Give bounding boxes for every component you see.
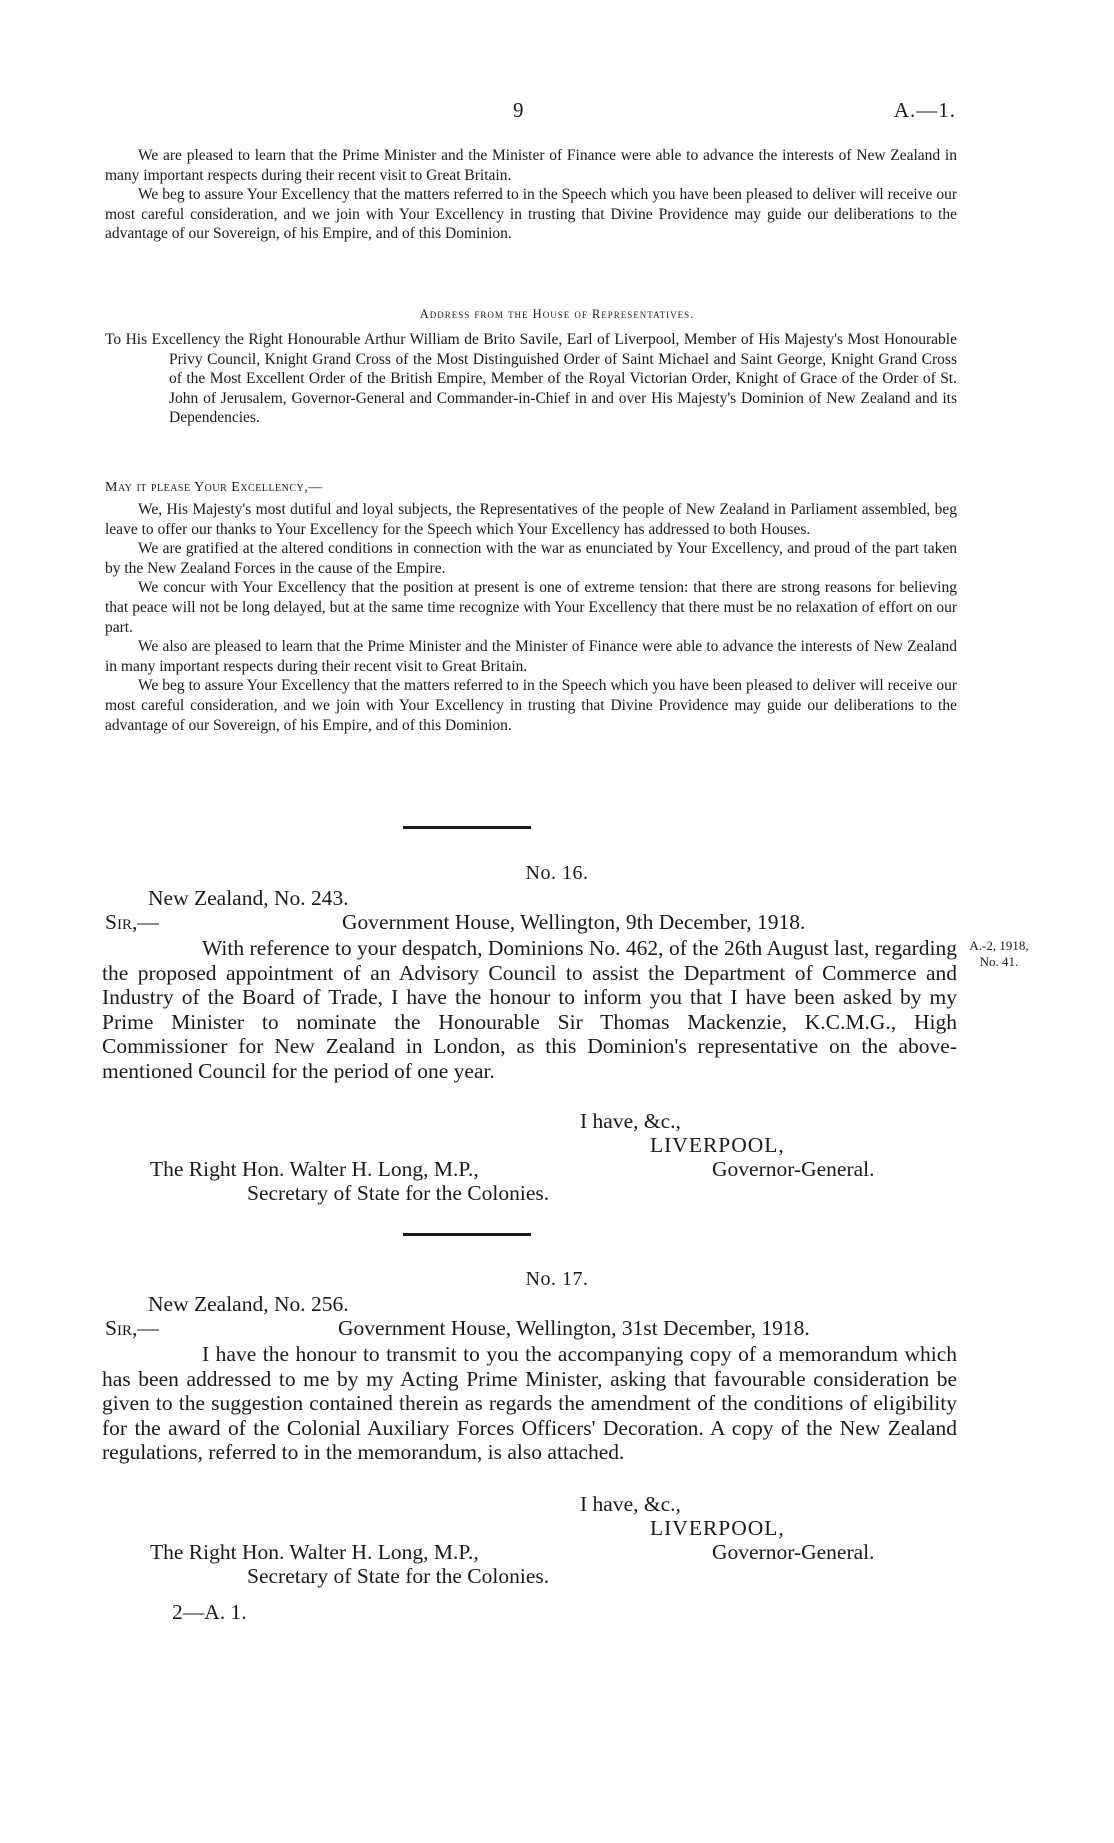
address-to [105,330,957,428]
series-code: A.—1. [893,98,956,122]
closing: I have, &c., [580,1109,681,1133]
signature: LIVERPOOL, [650,1516,785,1540]
signature-title: Governor-General. [712,1540,875,1564]
salutation: Sir,— [105,1316,159,1340]
paragraph: We are gratified at the altered conditions in connection with the war as enunciated by Your Excellency, and proud of the part taken by the New Zealand Forces in the cause of the Empire. [105,540,957,577]
paragraph: We concur with Your Excellency that the position at present is one of extreme tension: that there are strong reasons for believing that peace will not be long delayed, but at the same time recognize with Your Excellency that there must be no relaxation of effort on our part. [105,579,957,636]
addressee-title: Secretary of State for the Colonies. [247,1564,550,1588]
margin-note-line: A.-2, 1918, [969,938,1029,953]
paragraph: We are pleased to learn that the Prime Minister and the Minister of Finance were able to advance the interests of New Zealand in many important respects during their recent visit to Great Britain. [105,147,957,184]
page-number: 9 [513,98,524,122]
section-divider [403,826,531,829]
paragraph: We beg to assure Your Excellency that the matters referred to in the Speech which you have been pleased to deliver will receive our most careful consideration, and we join with Your Excellency in trusting that Divine Providence may guide our deliberations to the advantage of our Sovereign, of his Empire, and of this Dominion. [105,186,957,243]
despatch-ref: New Zealand, No. 256. [148,1292,349,1316]
body-text: With reference to your despatch, Dominions No. 462, of the 26th August last, regarding the proposed appointment of an Advisory Council to assist the Department of Commerce and Industry of the Board of Trade, I have the honour to inform you that I have been asked by my Prime Minister to nominate the Honourable Sir Thomas Mackenzie, K.C.M.G., High Commissioner for New Zealand in London, as this Dominion's representative on the above-mentioned Council for the period of one year. [102,936,957,1083]
footer-signature-mark: 2—A. 1. [172,1600,247,1624]
house-reply [105,500,957,735]
addressee: The Right Hon. Walter H. Long, M.P., [150,1157,479,1181]
body-text: I have the honour to transmit to you the accompanying copy of a memorandum which has been addressed to me by my Acting Prime Minister, asking that favourable consideration be given to the suggestion contained therein as regards the amendment of the conditions of eligibility for the award of the Colonial Auxiliary Forces Officers' Decoration. A copy of the New Zealand regulations, referred to in the memorandum, is also attached. [102,1342,957,1465]
despatch-number: No. 17. [525,1268,589,1290]
despatch-number: No. 16. [525,862,589,884]
addressee: The Right Hon. Walter H. Long, M.P., [150,1540,479,1564]
despatch-body [102,936,957,1084]
margin-reference [955,938,1043,970]
paragraph: We also are pleased to learn that the Prime Minister and the Minister of Finance were able to advance the interests of New Zealand in many important respects during their recent visit to Great Britain. [105,638,957,675]
paragraph: We beg to assure Your Excellency that the matters referred to in the Speech which you have been pleased to deliver will receive our most careful consideration, and we join with Your Excellency in trusting that Divine Providence may guide our deliberations to the advantage of our Sovereign, of his Empire, and of this Dominion. [105,677,957,734]
address-to-text: To His Excellency the Right Honourable Arthur William de Brito Savile, Earl of Liverpool, Member of His Majesty's Most Honourable Privy Council, Knight Grand Cross of the Most Distinguished Order of Saint Michael and Saint George, Knight Grand Cross of the Most Excellent Order of the British Empire, Member of the Royal Victorian Order, Knight of Grace of the Order of St. John of Jerusalem, Governor-General and Commander-in-Chief in and over His Majesty's Dominion of New Zealand and its Dependencies. [105,331,957,427]
section-divider [403,1233,531,1236]
salutation: May it please Your Excellency,— [105,480,323,495]
signature: LIVERPOOL, [650,1133,785,1157]
closing: I have, &c., [580,1492,681,1516]
addressee-title: Secretary of State for the Colonies. [247,1181,550,1205]
council-reply [105,146,957,244]
salutation: Sir,— [105,910,159,934]
paragraph: We, His Majesty's most dutiful and loyal subjects, the Representatives of the people of New Zealand in Parliament assembled, beg leave to offer our thanks to Your Excellency for the Speech which Your Excellency has addressed to both Houses. [105,501,957,538]
despatch-ref: New Zealand, No. 243. [148,886,349,910]
section-heading: Address from the House of Representatives. [419,307,695,321]
margin-note-line: No. 41. [979,954,1019,969]
signature-title: Governor-General. [712,1157,875,1181]
dateline: Government House, Wellington, 9th December, 1918. [342,910,806,934]
dateline: Government House, Wellington, 31st December, 1918. [338,1316,810,1340]
despatch-body [102,1342,957,1465]
